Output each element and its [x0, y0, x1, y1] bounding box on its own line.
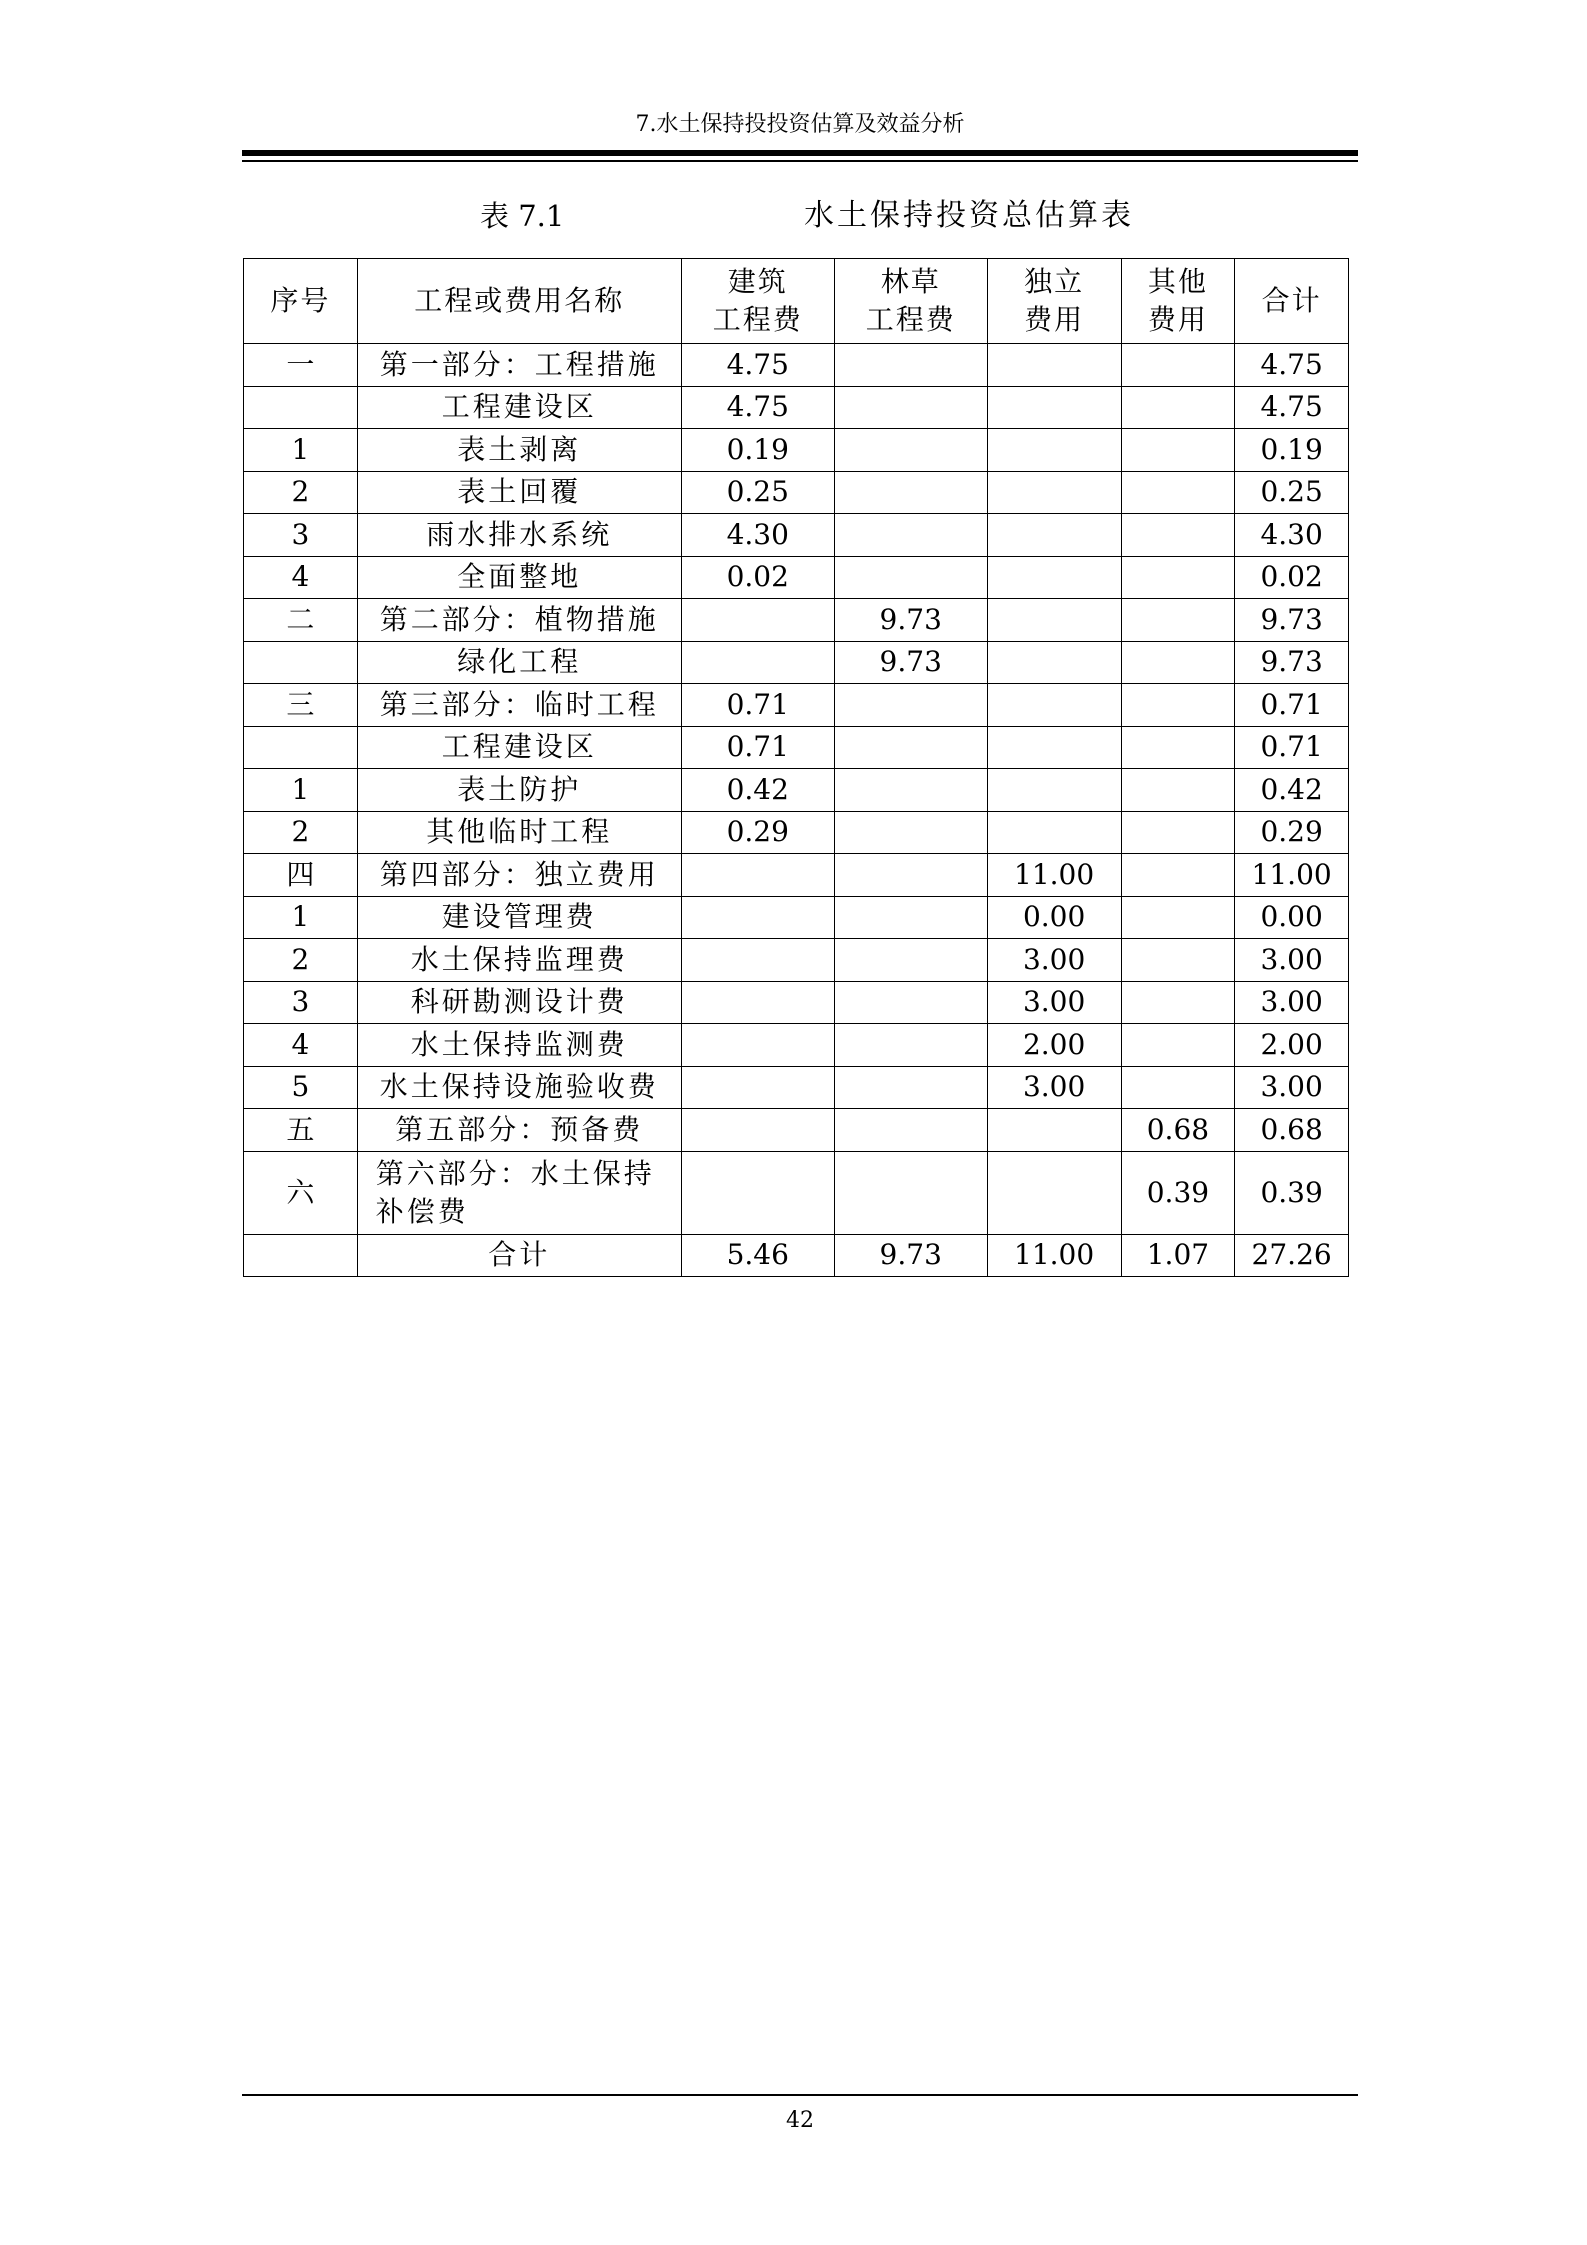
- total-cell: 0.68: [1235, 1109, 1349, 1152]
- total-cell: 0.39: [1235, 1151, 1349, 1234]
- seq-cell: 3: [244, 514, 358, 557]
- vegetation-cost-cell: [834, 556, 987, 599]
- name-cell: 水土保持监理费: [357, 939, 681, 982]
- seq-cell: 二: [244, 599, 358, 642]
- table-row: [244, 939, 1349, 982]
- name-cell: 其他临时工程: [357, 811, 681, 854]
- independent-cost-cell: [987, 514, 1121, 557]
- total-cell: 0.25: [1235, 471, 1349, 514]
- independent-cost-cell: [987, 641, 1121, 684]
- independent-cost-cell: [987, 769, 1121, 812]
- name-cell: 水土保持监测费: [357, 1024, 681, 1067]
- other-cost-cell: [1121, 726, 1235, 769]
- independent-cost-cell: [987, 344, 1121, 387]
- construction-cost-cell: [681, 981, 834, 1024]
- table-row: [244, 684, 1349, 727]
- column-header-total: 合计: [1235, 259, 1349, 344]
- table-row: [244, 344, 1349, 387]
- construction-cost-cell: 0.42: [681, 769, 834, 812]
- seq-cell: 2: [244, 939, 358, 982]
- vegetation-cost-cell: [834, 1024, 987, 1067]
- seq-cell: 六: [244, 1151, 358, 1234]
- construction-cost-cell: [681, 1066, 834, 1109]
- seq-cell: 2: [244, 811, 358, 854]
- column-header-name: 工程或费用名称: [357, 259, 681, 344]
- seq-cell: 5: [244, 1066, 358, 1109]
- other-cost-cell: [1121, 471, 1235, 514]
- footer-rule: [242, 2094, 1358, 2096]
- column-header-construction-cost: 建筑 工程费: [681, 259, 834, 344]
- table-header-row: [244, 259, 1349, 344]
- page-number: 42: [786, 2108, 814, 2133]
- independent-cost-cell: [987, 556, 1121, 599]
- total-cell: 0.00: [1235, 896, 1349, 939]
- independent-cost-cell: [987, 1151, 1121, 1234]
- total-cell: 3.00: [1235, 981, 1349, 1024]
- vegetation-cost-cell: [834, 896, 987, 939]
- vegetation-cost-cell: [834, 386, 987, 429]
- name-cell: 第三部分：临时工程: [357, 684, 681, 727]
- other-cost-cell: [1121, 811, 1235, 854]
- independent-cost-cell: 3.00: [987, 1066, 1121, 1109]
- name-cell: 表土剥离: [357, 429, 681, 472]
- name-cell: 水土保持设施验收费: [357, 1066, 681, 1109]
- table-row: [244, 599, 1349, 642]
- independent-cost-cell: [987, 726, 1121, 769]
- name-cell: 第四部分：独立费用: [357, 854, 681, 897]
- seq-cell: 2: [244, 471, 358, 514]
- independent-cost-cell: [987, 599, 1121, 642]
- construction-cost-cell: 0.25: [681, 471, 834, 514]
- other-cost-cell: [1121, 939, 1235, 982]
- table-row: [244, 726, 1349, 769]
- vegetation-cost-cell: [834, 684, 987, 727]
- name-cell: 雨水排水系统: [357, 514, 681, 557]
- header-rule-thin: [242, 160, 1358, 162]
- construction-cost-cell: 0.71: [681, 726, 834, 769]
- construction-cost-cell: [681, 599, 834, 642]
- running-header: 7.水土保持投投资估算及效益分析: [635, 112, 965, 137]
- independent-cost-cell: [987, 1109, 1121, 1152]
- vegetation-cost-cell: 9.73: [834, 641, 987, 684]
- total-cell: 0.71: [1235, 684, 1349, 727]
- independent-cost-cell: [987, 386, 1121, 429]
- independent-cost-cell: [987, 471, 1121, 514]
- table-row: [244, 556, 1349, 599]
- vegetation-cost-cell: [834, 726, 987, 769]
- other-cost-cell: [1121, 599, 1235, 642]
- vegetation-cost-cell: 9.73: [834, 599, 987, 642]
- table-row: [244, 769, 1349, 812]
- seq-cell: 四: [244, 854, 358, 897]
- seq-cell: [244, 641, 358, 684]
- vegetation-cost-cell: [834, 514, 987, 557]
- other-cost-cell: [1121, 556, 1235, 599]
- other-cost-cell: [1121, 896, 1235, 939]
- independent-cost-cell: 0.00: [987, 896, 1121, 939]
- table-row: [244, 641, 1349, 684]
- column-header-other-cost: 其他 费用: [1121, 259, 1235, 344]
- total-cell: 4.75: [1235, 386, 1349, 429]
- construction-cost-cell: 0.71: [681, 684, 834, 727]
- other-cost-cell: 0.68: [1121, 1109, 1235, 1152]
- construction-cost-cell: 0.19: [681, 429, 834, 472]
- construction-cost-cell: 0.02: [681, 556, 834, 599]
- seq-cell: [244, 726, 358, 769]
- total-cell: 4.75: [1235, 344, 1349, 387]
- total-cell: 2.00: [1235, 1024, 1349, 1067]
- table-row: [244, 386, 1349, 429]
- construction-cost-cell: [681, 1024, 834, 1067]
- table-caption-number: 表 7.1: [480, 199, 565, 233]
- vegetation-cost-cell: [834, 429, 987, 472]
- name-cell: 第二部分：植物措施: [357, 599, 681, 642]
- vegetation-cost-cell: [834, 769, 987, 812]
- column-header-independent-cost: 独立 费用: [987, 259, 1121, 344]
- table-row: [244, 981, 1349, 1024]
- vegetation-cost-cell: [834, 344, 987, 387]
- seq-cell: [244, 386, 358, 429]
- seq-cell: 1: [244, 896, 358, 939]
- name-cell: 科研勘测设计费: [357, 981, 681, 1024]
- total-cell: 3.00: [1235, 939, 1349, 982]
- table-row: [244, 854, 1349, 897]
- construction-cost-cell: 4.30: [681, 514, 834, 557]
- table-row: [244, 471, 1349, 514]
- total-cell: 11.00: [1235, 854, 1349, 897]
- seq-cell: 4: [244, 1024, 358, 1067]
- name-cell: 第五部分：预备费: [357, 1109, 681, 1152]
- other-cost-cell: [1121, 1066, 1235, 1109]
- total-cell: 3.00: [1235, 1066, 1349, 1109]
- other-cost-cell: 0.39: [1121, 1151, 1235, 1234]
- construction-cost-cell: 5.46: [681, 1234, 834, 1277]
- vegetation-cost-cell: [834, 939, 987, 982]
- name-cell: 工程建设区: [357, 386, 681, 429]
- other-cost-cell: [1121, 769, 1235, 812]
- construction-cost-cell: [681, 854, 834, 897]
- name-cell: 全面整地: [357, 556, 681, 599]
- construction-cost-cell: [681, 1151, 834, 1234]
- construction-cost-cell: 4.75: [681, 344, 834, 387]
- vegetation-cost-cell: [834, 811, 987, 854]
- vegetation-cost-cell: [834, 1109, 987, 1152]
- other-cost-cell: [1121, 854, 1235, 897]
- independent-cost-cell: [987, 429, 1121, 472]
- seq-cell: 三: [244, 684, 358, 727]
- table-row: [244, 811, 1349, 854]
- vegetation-cost-cell: [834, 981, 987, 1024]
- other-cost-cell: [1121, 429, 1235, 472]
- independent-cost-cell: 3.00: [987, 939, 1121, 982]
- other-cost-cell: [1121, 981, 1235, 1024]
- other-cost-cell: [1121, 514, 1235, 557]
- name-cell: 第一部分：工程措施: [357, 344, 681, 387]
- table-row: [244, 1151, 1349, 1234]
- independent-cost-cell: 3.00: [987, 981, 1121, 1024]
- total-cell: 4.30: [1235, 514, 1349, 557]
- table-row: [244, 1234, 1349, 1277]
- total-cell: 0.19: [1235, 429, 1349, 472]
- vegetation-cost-cell: [834, 854, 987, 897]
- seq-cell: 3: [244, 981, 358, 1024]
- name-cell: 绿化工程: [357, 641, 681, 684]
- seq-cell: 1: [244, 769, 358, 812]
- construction-cost-cell: [681, 1109, 834, 1152]
- name-cell: 建设管理费: [357, 896, 681, 939]
- vegetation-cost-cell: 9.73: [834, 1234, 987, 1277]
- other-cost-cell: 1.07: [1121, 1234, 1235, 1277]
- total-cell: 0.29: [1235, 811, 1349, 854]
- other-cost-cell: [1121, 344, 1235, 387]
- table-row: [244, 429, 1349, 472]
- total-cell: 0.42: [1235, 769, 1349, 812]
- seq-cell: 1: [244, 429, 358, 472]
- total-cell: 27.26: [1235, 1234, 1349, 1277]
- name-cell: 工程建设区: [357, 726, 681, 769]
- table-row: [244, 1109, 1349, 1152]
- total-cell: 9.73: [1235, 641, 1349, 684]
- table-row: [244, 1066, 1349, 1109]
- total-cell: 9.73: [1235, 599, 1349, 642]
- total-cell: 0.71: [1235, 726, 1349, 769]
- seq-cell: 一: [244, 344, 358, 387]
- seq-cell: [244, 1234, 358, 1277]
- table-caption-title: 水土保持投资总估算表: [804, 198, 1134, 233]
- column-header-seq: 序号: [244, 259, 358, 344]
- name-cell: 合计: [357, 1234, 681, 1277]
- table-row: [244, 514, 1349, 557]
- name-cell: 表土防护: [357, 769, 681, 812]
- seq-cell: 五: [244, 1109, 358, 1152]
- name-cell: 表土回覆: [357, 471, 681, 514]
- table-row: [244, 896, 1349, 939]
- other-cost-cell: [1121, 684, 1235, 727]
- vegetation-cost-cell: [834, 471, 987, 514]
- table-row: [244, 1024, 1349, 1067]
- independent-cost-cell: [987, 684, 1121, 727]
- independent-cost-cell: [987, 811, 1121, 854]
- total-cell: 0.02: [1235, 556, 1349, 599]
- seq-cell: 4: [244, 556, 358, 599]
- construction-cost-cell: [681, 641, 834, 684]
- vegetation-cost-cell: [834, 1151, 987, 1234]
- construction-cost-cell: [681, 896, 834, 939]
- investment-estimate-table: [243, 258, 1349, 1277]
- other-cost-cell: [1121, 386, 1235, 429]
- construction-cost-cell: 0.29: [681, 811, 834, 854]
- other-cost-cell: [1121, 1024, 1235, 1067]
- independent-cost-cell: 11.00: [987, 854, 1121, 897]
- column-header-vegetation-cost: 林草 工程费: [834, 259, 987, 344]
- vegetation-cost-cell: [834, 1066, 987, 1109]
- table-body: [244, 344, 1349, 1277]
- independent-cost-cell: 2.00: [987, 1024, 1121, 1067]
- header-rule-thick: [242, 150, 1358, 156]
- other-cost-cell: [1121, 641, 1235, 684]
- independent-cost-cell: 11.00: [987, 1234, 1121, 1277]
- construction-cost-cell: 4.75: [681, 386, 834, 429]
- name-cell: 第六部分：水土保持补偿费: [357, 1151, 681, 1234]
- construction-cost-cell: [681, 939, 834, 982]
